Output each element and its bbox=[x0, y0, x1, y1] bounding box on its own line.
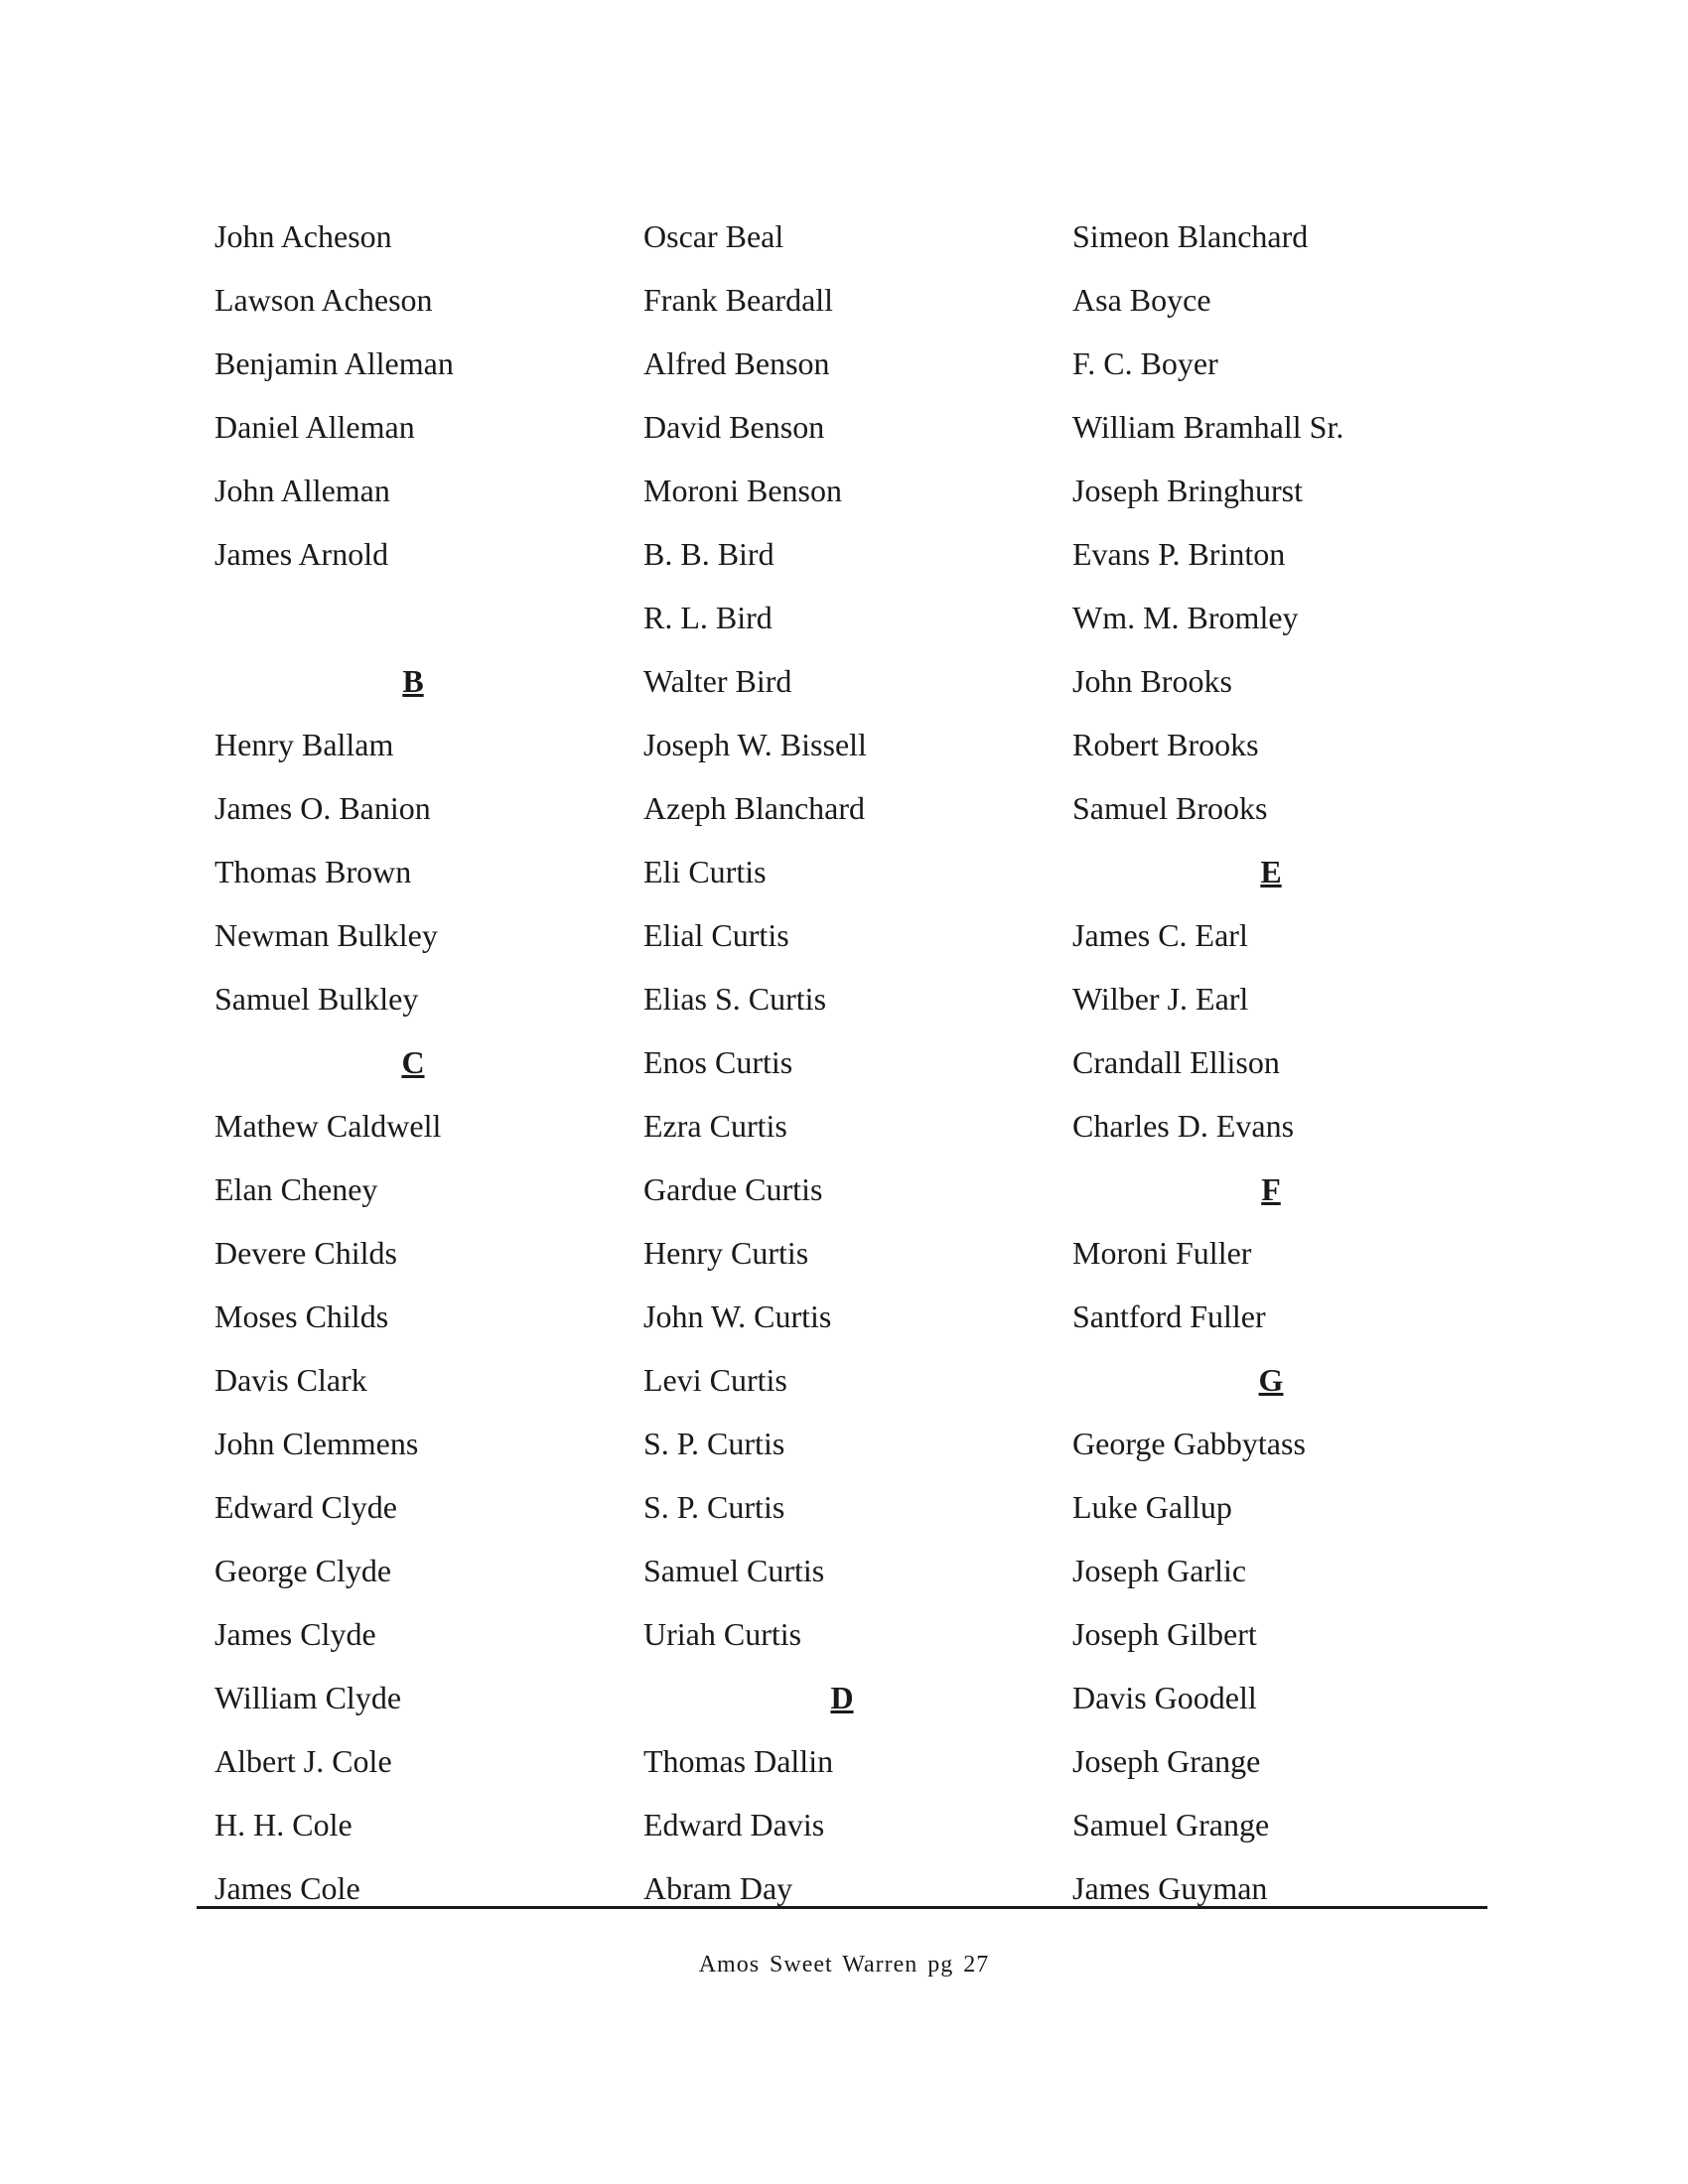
name-entry: Lawson Acheson bbox=[214, 282, 433, 318]
name-entry: Samuel Brooks bbox=[1072, 790, 1268, 826]
name-entry: Eli Curtis bbox=[643, 854, 767, 889]
name-entry: Azeph Blanchard bbox=[643, 790, 866, 826]
section-letter: C bbox=[401, 1044, 425, 1080]
name-entry: Samuel Bulkley bbox=[214, 981, 419, 1017]
name-entry: Crandall Ellison bbox=[1072, 1044, 1280, 1080]
name-entry: John Brooks bbox=[1072, 663, 1232, 699]
name-entry: John Clemmens bbox=[214, 1426, 419, 1461]
section-letter: G bbox=[1258, 1362, 1284, 1398]
name-entry: Joseph Garlic bbox=[1072, 1553, 1247, 1588]
name-entry: Moroni Fuller bbox=[1072, 1235, 1252, 1271]
name-entry: Albert J. Cole bbox=[214, 1743, 392, 1779]
name-entry: Moroni Benson bbox=[643, 473, 842, 508]
name-entry: Joseph Bringhurst bbox=[1072, 473, 1303, 508]
name-entry: George Gabbytass bbox=[1072, 1426, 1306, 1461]
name-entry: S. P. Curtis bbox=[643, 1426, 785, 1461]
name-entry: Oscar Beal bbox=[643, 218, 784, 254]
section-letter: B bbox=[402, 663, 424, 699]
name-entry: Daniel Alleman bbox=[214, 409, 415, 445]
name-entry: Gardue Curtis bbox=[643, 1171, 823, 1207]
page-footer: Amos Sweet Warren pg 27 bbox=[698, 1952, 990, 1978]
column-3 bbox=[1072, 205, 1489, 1920]
name-entry: James Cole bbox=[214, 1870, 360, 1906]
name-entry: S. P. Curtis bbox=[643, 1489, 785, 1525]
name-entry: Mathew Caldwell bbox=[214, 1108, 442, 1144]
name-entry: John W. Curtis bbox=[643, 1298, 832, 1334]
name-entry: Ezra Curtis bbox=[643, 1108, 787, 1144]
name-entry: Samuel Grange bbox=[1072, 1807, 1270, 1843]
name-entry: Edward Clyde bbox=[214, 1489, 397, 1525]
name-entry: James Guyman bbox=[1072, 1870, 1268, 1906]
name-entry: Uriah Curtis bbox=[643, 1616, 802, 1652]
name-entry: Alfred Benson bbox=[643, 345, 830, 381]
name-entry: Walter Bird bbox=[643, 663, 792, 699]
name-entry: Thomas Brown bbox=[214, 854, 412, 889]
name-entry: James Arnold bbox=[214, 536, 389, 572]
name-entry: Elias S. Curtis bbox=[643, 981, 827, 1017]
name-entry: Elial Curtis bbox=[643, 917, 789, 953]
name-entry: Frank Beardall bbox=[643, 282, 834, 318]
name-entry: Joseph W. Bissell bbox=[643, 727, 867, 762]
name-entry: Evans P. Brinton bbox=[1072, 536, 1286, 572]
name-entry: Wm. M. Bromley bbox=[1072, 600, 1299, 635]
name-entry: Luke Gallup bbox=[1072, 1489, 1232, 1525]
name-entry: Simeon Blanchard bbox=[1072, 218, 1309, 254]
name-entry: Robert Brooks bbox=[1072, 727, 1259, 762]
name-entry: Samuel Curtis bbox=[643, 1553, 825, 1588]
name-entry: William Bramhall Sr. bbox=[1072, 409, 1344, 445]
name-entry: Newman Bulkley bbox=[214, 917, 438, 953]
name-entry: F. C. Boyer bbox=[1072, 345, 1218, 381]
name-entry: Joseph Grange bbox=[1072, 1743, 1261, 1779]
name-entry: Edward Davis bbox=[643, 1807, 825, 1843]
column-1 bbox=[214, 205, 632, 1920]
name-entry: Levi Curtis bbox=[643, 1362, 787, 1398]
name-entry: H. H. Cole bbox=[214, 1807, 352, 1843]
name-entry: John Acheson bbox=[214, 218, 392, 254]
name-entry: James C. Earl bbox=[1072, 917, 1248, 953]
name-entry: Abram Day bbox=[643, 1870, 793, 1906]
name-entry: Santford Fuller bbox=[1072, 1298, 1266, 1334]
name-entry: Moses Childs bbox=[214, 1298, 389, 1334]
name-entry: B. B. Bird bbox=[643, 536, 774, 572]
name-entry: R. L. Bird bbox=[643, 600, 773, 635]
name-entry: Wilber J. Earl bbox=[1072, 981, 1249, 1017]
name-entry: Thomas Dallin bbox=[643, 1743, 834, 1779]
section-letter: D bbox=[830, 1680, 854, 1715]
blank-line bbox=[214, 586, 632, 649]
name-entry: David Benson bbox=[643, 409, 825, 445]
name-entry: Elan Cheney bbox=[214, 1171, 378, 1207]
name-entry: William Clyde bbox=[214, 1680, 402, 1715]
name-entry: John Alleman bbox=[214, 473, 390, 508]
name-entry: Benjamin Alleman bbox=[214, 345, 454, 381]
name-entry: James O. Banion bbox=[214, 790, 431, 826]
section-letter: E bbox=[1260, 854, 1282, 889]
section-letter: F bbox=[1261, 1171, 1281, 1207]
name-entry: Devere Childs bbox=[214, 1235, 397, 1271]
name-entry: James Clyde bbox=[214, 1616, 376, 1652]
name-entry: Davis Clark bbox=[214, 1362, 367, 1398]
name-entry: Enos Curtis bbox=[643, 1044, 793, 1080]
name-list bbox=[214, 205, 1485, 1912]
name-entry: Davis Goodell bbox=[1072, 1680, 1257, 1715]
name-entry: Joseph Gilbert bbox=[1072, 1616, 1257, 1652]
column-2 bbox=[643, 205, 1060, 1920]
name-entry: Charles D. Evans bbox=[1072, 1108, 1295, 1144]
name-entry: George Clyde bbox=[214, 1553, 392, 1588]
name-entry: Henry Ballam bbox=[214, 727, 394, 762]
name-entry: Henry Curtis bbox=[643, 1235, 809, 1271]
name-entry: Asa Boyce bbox=[1072, 282, 1211, 318]
footer-divider bbox=[197, 1906, 1487, 1909]
